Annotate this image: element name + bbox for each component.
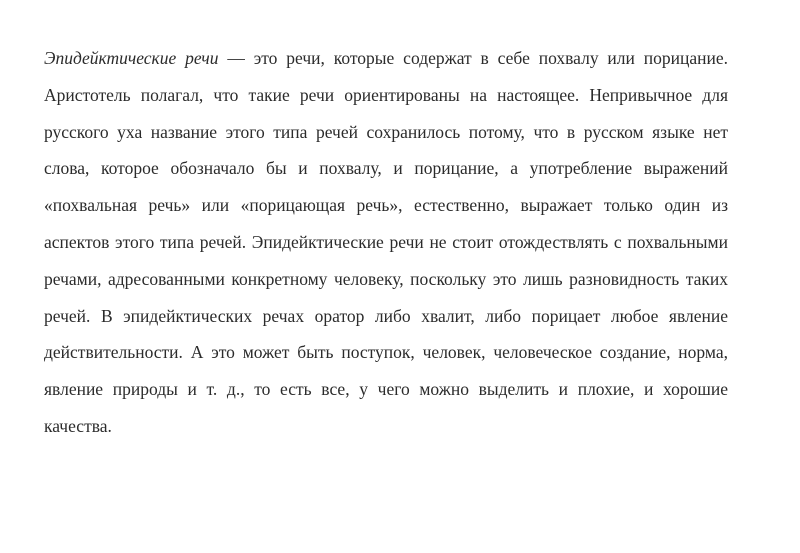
definition-text: — это речи, которые содержат в себе похвалу или порицание. Аристотель полагал, что такие речи ориентированы на настоящее. Непривычное для русского уха название этого типа речей сохранилось потому, что в русском языке нет слова, которое обозначало бы и похвалу, и порицание, а употребление выражений «похвальная речь» или «порицающая речь», естественно, выражает только один из аспектов этого типа речей. Эпидейктические речи не стоит отождествлять с похвальными речами, адресованными конкретному человеку, поскольку это лишь разновидность таких речей. В эпидейктических речах оратор либо хвалит, либо порицает любое явление действительности. А это может быть поступок, человек, человеческое создание, норма, явление природы и т. д., то есть все, у чего можно выделить и плохие, и хорошие качества. xyxy=(44,48,728,436)
term-epideictic-speech: Эпидейктические речи xyxy=(44,48,219,68)
definition-paragraph xyxy=(44,40,728,445)
